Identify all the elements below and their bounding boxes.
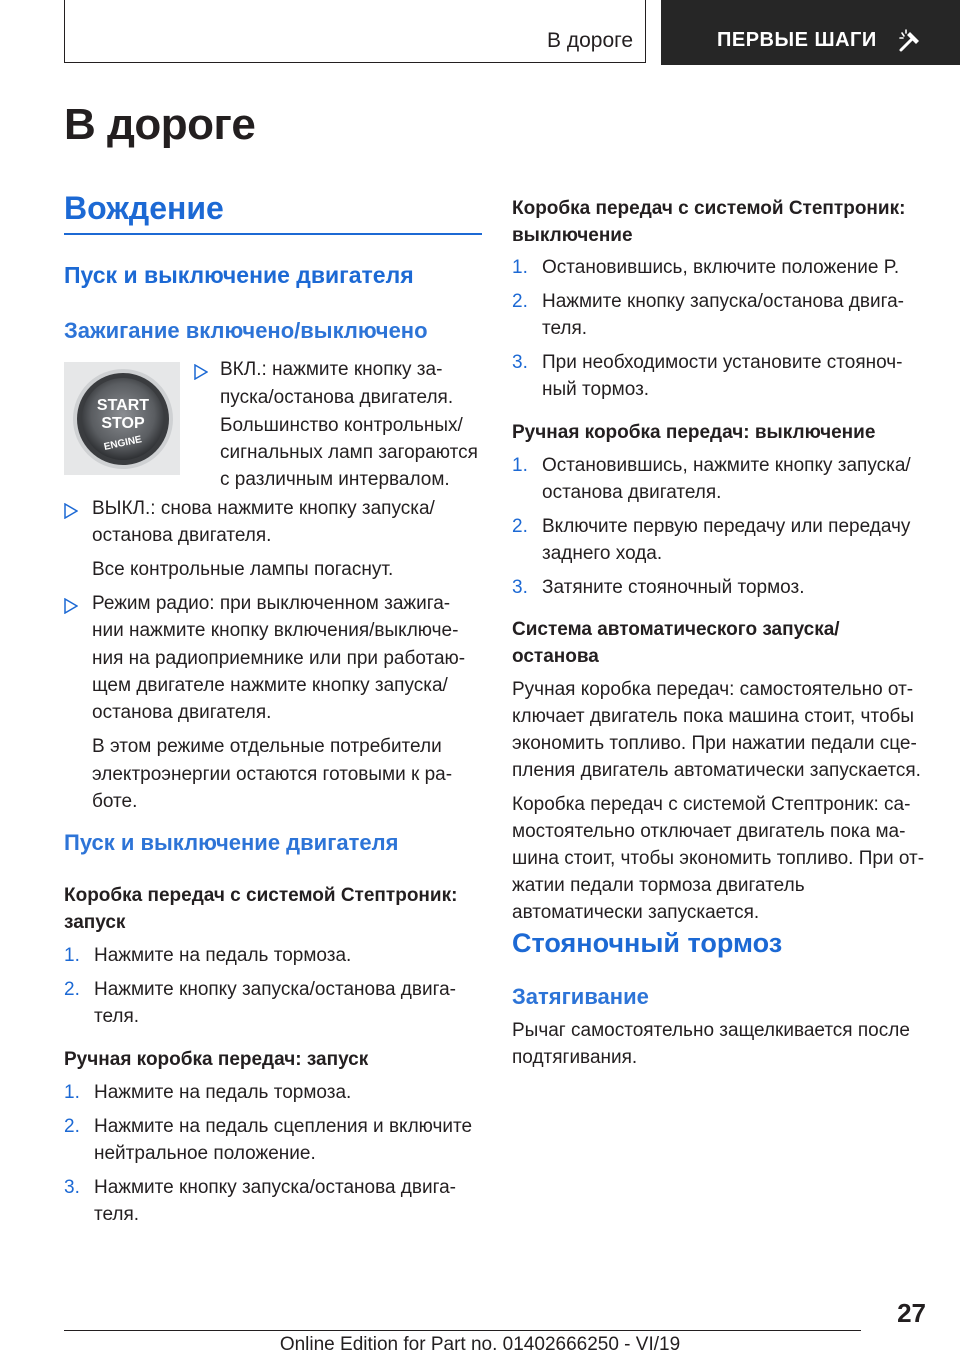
list-number: 3. <box>512 577 528 598</box>
button-label-start: START <box>96 397 150 414</box>
step-text: нейтральное положение. <box>94 1143 316 1164</box>
page-header <box>64 0 960 66</box>
step-text: Остановившись, включите положение P. <box>542 257 900 278</box>
chapter-tab <box>661 0 960 65</box>
subheading-auto-start-stop-line2: останова <box>512 646 599 667</box>
page-title: В дороге <box>64 100 256 149</box>
bullet-radio-line5: останова двигателя. <box>92 702 272 723</box>
step-text: Нажмите на педаль тормоза. <box>94 945 352 966</box>
triangle-bullet-icon <box>64 503 78 519</box>
bullet-on-line4: сигнальных ламп загораются <box>220 442 478 463</box>
bullet-radio-line1: Режим радио: при выключенном зажига- <box>92 593 451 614</box>
bullet-radio-line2: нии нажмите кнопку включения/выключе- <box>92 620 459 641</box>
step-text: теля. <box>94 1006 140 1027</box>
paragraph-line: ключает двигатель пока машина стоит, чтобы <box>512 706 915 727</box>
paragraph-line: Коробка передач с системой Стептроник: са- <box>512 794 911 815</box>
bullet-radio-line4: щем двигателе нажмите кнопку запуска/ <box>92 675 448 696</box>
step-text: заднего хода. <box>542 543 663 564</box>
paragraph-line: жатии педали тормоза двигатель <box>512 875 805 896</box>
button-label-engine: ENGINE <box>102 434 143 453</box>
footer-edition: Online Edition for Part no. 01402666250 - VI/19 <box>279 1334 681 1355</box>
list-number: 3. <box>512 352 528 373</box>
step-text: Нажмите кнопку запуска/останова двига- <box>542 291 905 312</box>
list-number: 2. <box>64 979 80 1000</box>
paragraph-line: экономить топливо. При нажатии педали сце- <box>512 733 917 754</box>
list-number: 2. <box>512 291 528 312</box>
paragraph-line: Ручная коробка передач: самостоятельно от- <box>512 679 914 700</box>
bullet-on-line3: Большинство контрольных/ <box>220 415 463 436</box>
step-text: теля. <box>94 1204 140 1225</box>
paragraph-line: автоматически запускается. <box>512 902 760 923</box>
heading-driving: Вождение <box>64 190 224 226</box>
section-title: В дороге <box>546 29 633 52</box>
list-number: 2. <box>64 1116 80 1137</box>
start-stop-button-icon <box>64 362 180 475</box>
bullet-radio-line6: В этом режиме отдельные потребители <box>92 736 442 757</box>
triangle-bullet-icon <box>194 364 208 380</box>
heading-rule <box>64 233 482 235</box>
heading-ignition: Зажигание включено/выключено <box>64 318 428 343</box>
chapter-title: ПЕРВЫЕ ШАГИ <box>717 29 877 51</box>
paragraph-line: шина стоит, чтобы экономить топливо. При от- <box>512 848 925 869</box>
bullet-on-line5: с различным интервалом. <box>220 469 450 490</box>
step-text: Затяните стояночный тормоз. <box>542 577 805 598</box>
subheading-steptronic-start-line1: Коробка передач с системой Стептроник: <box>64 885 458 906</box>
bullet-on-line1: ВКЛ.: нажмите кнопку за- <box>220 359 443 380</box>
heading-parking-brake: Стояночный тормоз <box>512 928 783 958</box>
paragraph-line: мостоятельно отключает двигатель пока ма- <box>512 821 906 842</box>
subheading-auto-start-stop-line1: Система автоматического запуска/ <box>512 619 840 640</box>
paragraph-line: пления двигатель автоматически запускается. <box>512 760 921 781</box>
step-text: Нажмите кнопку запуска/останова двига- <box>94 979 457 1000</box>
list-number: 1. <box>64 945 80 966</box>
subheading-manual-start: Ручная коробка передач: запуск <box>64 1049 369 1070</box>
subheading-steptronic-off-line1: Коробка передач с системой Стептроник: <box>512 198 906 219</box>
step-text: Остановившись, нажмите кнопку запуска/ <box>542 455 911 476</box>
heading-applying: Затягивание <box>512 984 649 1009</box>
section-tab <box>64 0 646 63</box>
bullet-on-line2: пуска/останова двигателя. <box>220 387 454 408</box>
heading-engine-start-stop-2: Пуск и выключение двигателя <box>64 830 399 855</box>
button-label-stop: STOP <box>101 415 145 432</box>
list-number: 1. <box>512 257 528 278</box>
list-number: 1. <box>64 1082 80 1103</box>
subheading-steptronic-off-line2: выключение <box>512 225 633 246</box>
subheading-manual-off: Ручная коробка передач: выключение <box>512 422 876 443</box>
triangle-bullet-icon <box>64 598 78 614</box>
sparkle-icon <box>897 28 923 54</box>
step-text: При необходимости установите стояноч- <box>542 352 903 373</box>
bullet-radio-line3: ния на радиоприемнике или при работаю- <box>92 648 466 669</box>
bullet-off-line3: Все контрольные лампы погаснут. <box>92 559 394 580</box>
step-text: Включите первую передачу или передачу <box>542 516 911 537</box>
page-number: 27 <box>897 1298 926 1328</box>
bullet-radio-line8: боте. <box>92 791 138 812</box>
paragraph-line: подтягивания. <box>512 1047 638 1068</box>
step-text: Нажмите на педаль тормоза. <box>94 1082 352 1103</box>
bullet-radio-line7: электроэнергии остаются готовыми к ра- <box>92 764 453 785</box>
bullet-off-line2: останова двигателя. <box>92 525 272 546</box>
subheading-steptronic-start-line2: запуск <box>64 912 126 933</box>
step-text: Нажмите на педаль сцепления и включите <box>94 1116 473 1137</box>
step-text: останова двигателя. <box>542 482 722 503</box>
list-number: 1. <box>512 455 528 476</box>
step-text: Нажмите кнопку запуска/останова двига- <box>94 1177 457 1198</box>
heading-engine-start-stop: Пуск и выключение двигателя <box>64 262 414 288</box>
list-number: 3. <box>64 1177 80 1198</box>
step-text: теля. <box>542 318 588 339</box>
list-number: 2. <box>512 516 528 537</box>
footer-rule <box>64 1330 861 1331</box>
start-stop-button-image <box>64 362 180 475</box>
step-text: ный тормоз. <box>542 379 650 400</box>
bullet-off-line1: ВЫКЛ.: снова нажмите кнопку запуска/ <box>92 498 435 519</box>
paragraph-line: Рычаг самостоятельно защелкивается после <box>512 1020 910 1041</box>
